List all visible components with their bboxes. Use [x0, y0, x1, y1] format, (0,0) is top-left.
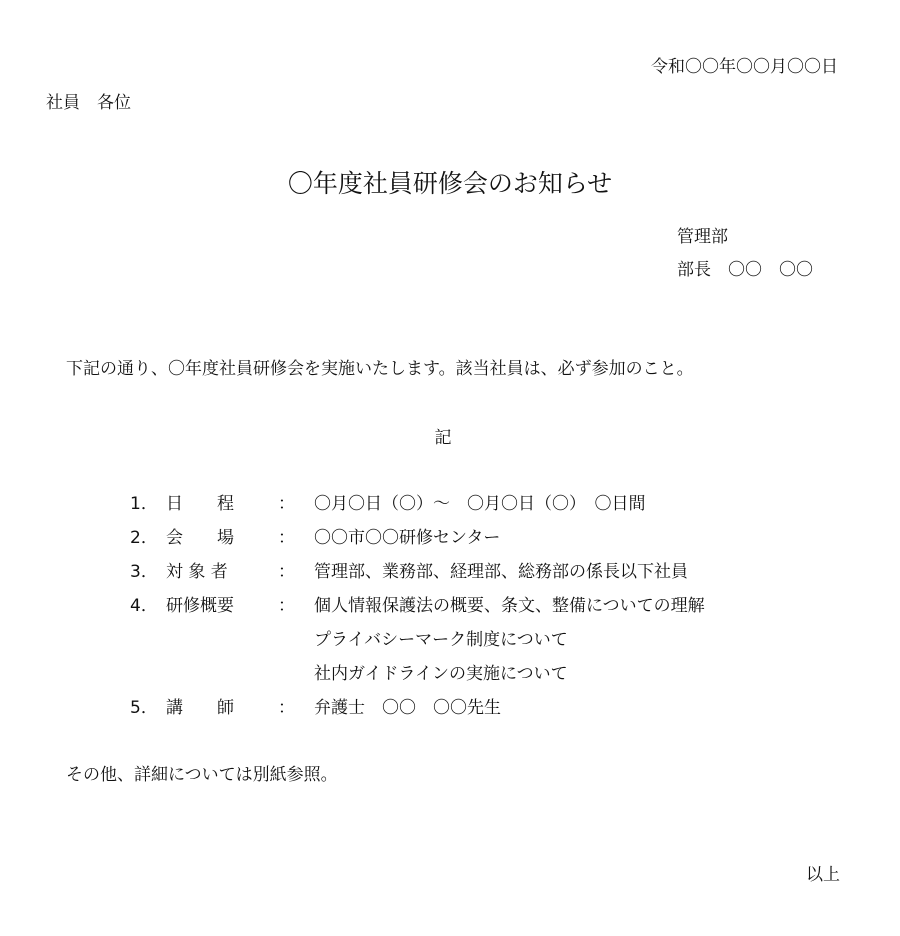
- item-value: 弁護士 〇〇 〇〇先生: [314, 698, 501, 718]
- item-value: 管理部、業務部、経理部、総務部の係長以下社員: [314, 562, 688, 582]
- item-colon: ：: [278, 698, 295, 718]
- item-value: 〇〇市〇〇研修センター: [314, 528, 501, 548]
- sender-person: 部長 〇〇 〇〇: [677, 260, 813, 280]
- addressee: 社員 各位: [46, 93, 131, 113]
- item-label: 日 程: [166, 494, 234, 514]
- other-note: その他、詳細については別紙参照。: [66, 765, 338, 785]
- item-number: 2．: [130, 528, 158, 548]
- item-number: 1．: [130, 494, 158, 514]
- item-number: 4．: [130, 596, 158, 616]
- item-value: 〇月〇日（〇）～ 〇月〇日（〇） 〇日間: [314, 494, 646, 514]
- item-colon: ：: [278, 528, 295, 548]
- item-label: 講 師: [166, 698, 234, 718]
- item-label: 対 象 者: [166, 562, 228, 582]
- ki-heading: 記: [434, 428, 452, 448]
- closing-text: 以上: [806, 865, 840, 885]
- item-value: 個人情報保護法の概要、条文、整備についての理解: [314, 596, 705, 616]
- item-colon: ：: [278, 494, 295, 514]
- item-colon: ：: [278, 562, 295, 582]
- item-value: プライバシーマーク制度について: [314, 630, 568, 650]
- item-value: 社内ガイドラインの実施について: [314, 664, 568, 684]
- item-number: 3．: [130, 562, 158, 582]
- page-title: 〇年度社員研修会のお知らせ: [287, 169, 613, 198]
- document-date: 令和〇〇年〇〇月〇〇日: [651, 57, 838, 77]
- sender-department: 管理部: [677, 227, 728, 247]
- intro-text: 下記の通り、〇年度社員研修会を実施いたします。該当社員は、必ず参加のこと。: [66, 359, 694, 379]
- item-label: 研修概要: [166, 596, 234, 616]
- item-colon: ：: [278, 596, 295, 616]
- item-number: 5．: [130, 698, 158, 718]
- item-label: 会 場: [166, 528, 234, 548]
